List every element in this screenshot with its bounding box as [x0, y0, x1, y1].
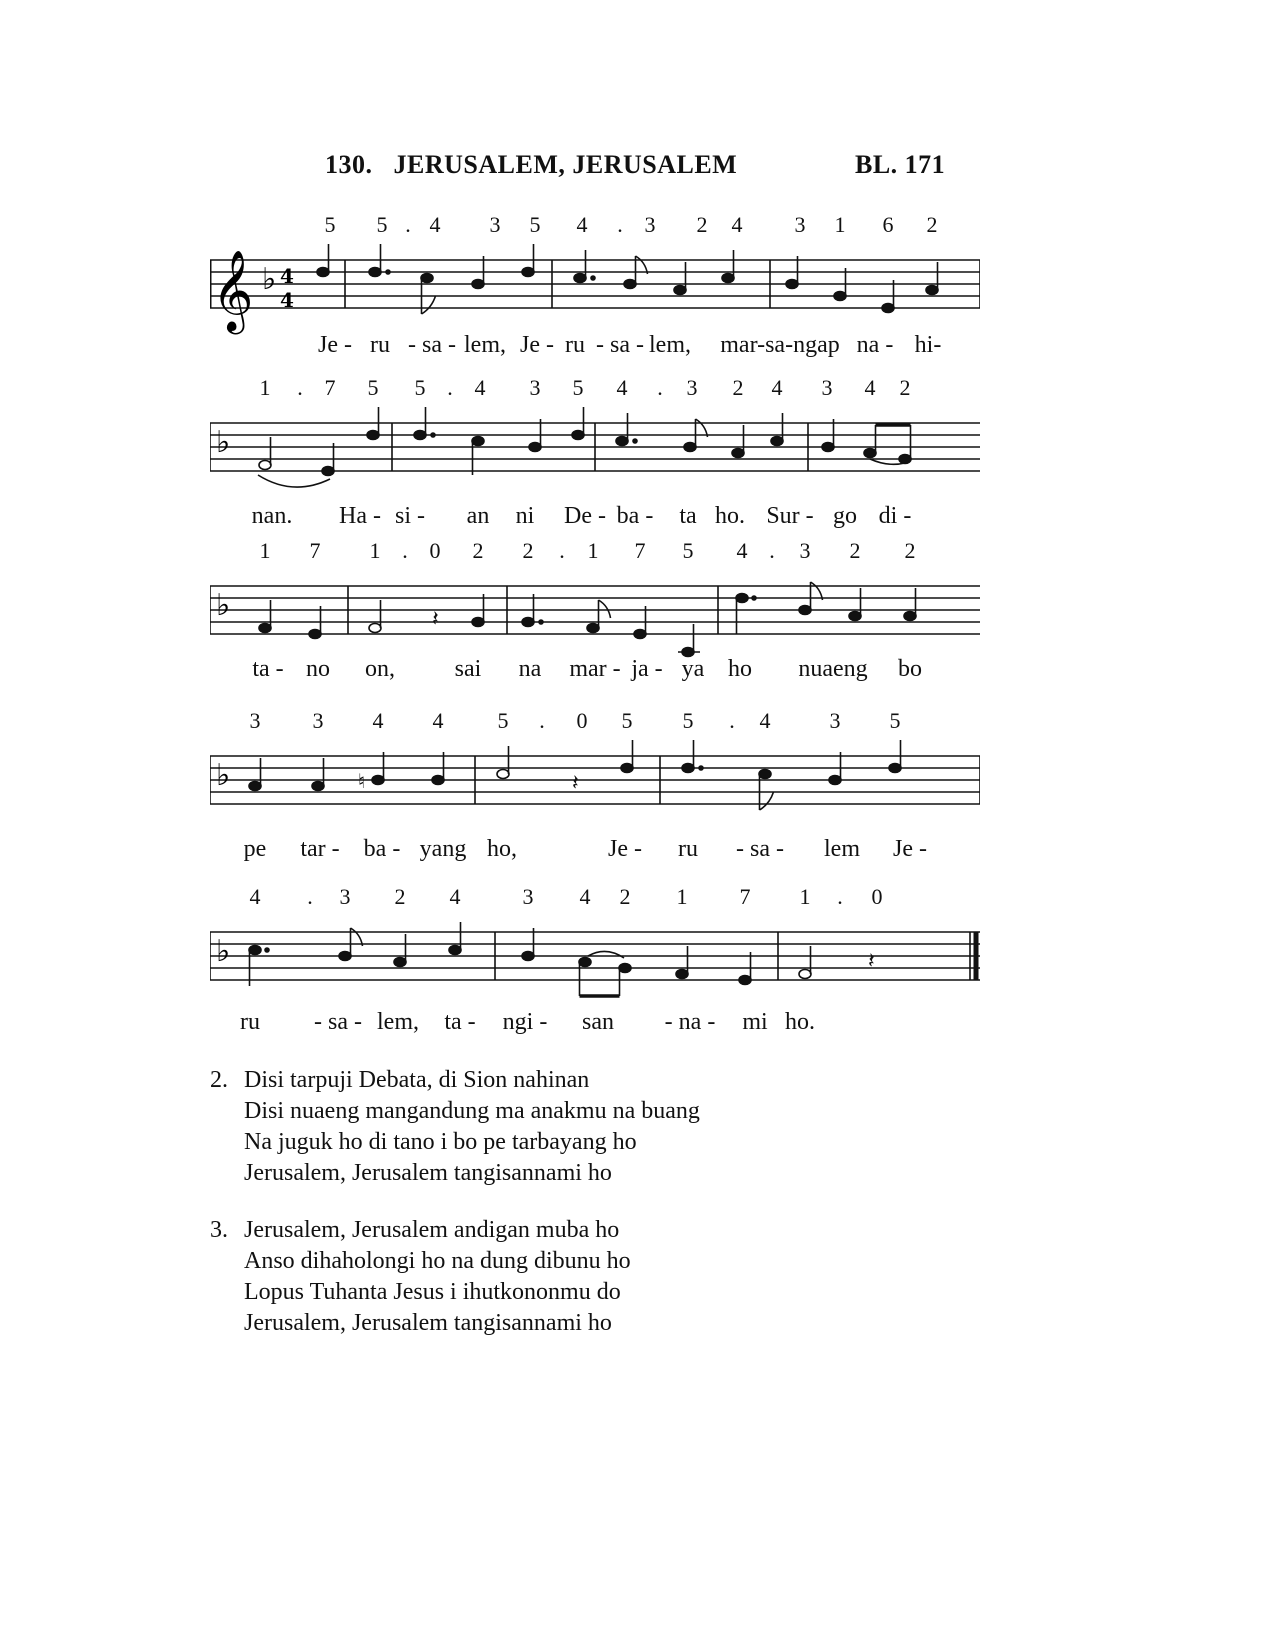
- lyric-syllable: - sa -: [314, 1009, 362, 1035]
- cipher-note: 5: [376, 212, 388, 237]
- lyric-syllable: di -: [878, 503, 912, 529]
- cipher-note: 7: [324, 375, 336, 400]
- cipher-note: 3: [339, 884, 351, 909]
- verse-line: Jerusalem, Jerusalem andigan muba ho: [244, 1217, 620, 1243]
- lyric-syllable: - sa -: [596, 332, 644, 358]
- lyric-syllable: ja -: [631, 656, 663, 682]
- verse-line: Jerusalem, Jerusalem tangisannami ho: [244, 1310, 612, 1336]
- cipher-note: 3: [799, 538, 811, 563]
- lyric-syllable: ta: [679, 503, 697, 529]
- cipher-note: 3: [794, 212, 806, 237]
- cipher-note: 5: [324, 212, 336, 237]
- treble-clef-icon: 𝄞: [212, 249, 254, 331]
- flat-sign: ♭: [216, 758, 231, 793]
- verse-line: Lopus Tuhanta Jesus i ihutkononmu do: [244, 1279, 621, 1305]
- verse-2: [210, 1065, 700, 1189]
- cipher-note: 4: [759, 708, 771, 733]
- staff: [210, 904, 980, 1014]
- cipher-note: 4: [474, 375, 486, 400]
- cipher-note: 7: [634, 538, 646, 563]
- cipher-note: 1: [834, 212, 846, 237]
- cipher-note: 2: [472, 538, 484, 563]
- cipher-note: 4: [736, 538, 748, 563]
- cipher-note: 3: [686, 375, 698, 400]
- lyric-syllable: nuaeng: [798, 656, 868, 682]
- staff: [210, 395, 980, 505]
- cipher-note: 3: [489, 212, 501, 237]
- cipher-note: 4: [372, 708, 384, 733]
- cipher-note: .: [837, 884, 843, 909]
- lyric-syllable: Je -: [608, 836, 642, 862]
- verse-line: Disi tarpuji Debata, di Sion nahinan: [244, 1067, 590, 1093]
- lyric-syllable: ru: [678, 836, 698, 862]
- cipher-note: 3: [312, 708, 324, 733]
- cipher-note: 3: [821, 375, 833, 400]
- cipher-note: 2: [904, 538, 916, 563]
- lyric-syllable: bo: [898, 656, 922, 682]
- lyric-syllable: ya: [681, 656, 705, 682]
- lyric-syllable: ni: [515, 503, 535, 529]
- lyric-syllable: Je -: [893, 836, 927, 862]
- cipher-note: 6: [882, 212, 894, 237]
- lyric-syllable: Je -: [318, 332, 352, 358]
- cipher-note: 3: [529, 375, 541, 400]
- svg-text:♮: ♮: [358, 769, 366, 793]
- lyric-syllable: ba -: [616, 503, 654, 529]
- cipher-note: .: [769, 538, 775, 563]
- lyric-syllable: lem,: [649, 332, 691, 358]
- cipher-note: .: [405, 212, 411, 237]
- cipher-note: 1: [676, 884, 688, 909]
- cipher-note: 4: [449, 884, 461, 909]
- cipher-note: 3: [644, 212, 656, 237]
- lyric-syllable: ho.: [715, 503, 745, 529]
- verse-line: Na juguk ho di tano i bo pe tarbayang ho: [244, 1129, 637, 1155]
- cipher-note: 4: [771, 375, 783, 400]
- cipher-note: 2: [732, 375, 744, 400]
- flat-sign: ♭: [216, 934, 231, 969]
- cipher-note: 3: [522, 884, 534, 909]
- cipher-note: 5: [889, 708, 901, 733]
- hymn-reference: BL. 171: [855, 150, 946, 179]
- lyric-syllable: ba -: [363, 836, 401, 862]
- cipher-note: .: [402, 538, 408, 563]
- cipher-note: 2: [926, 212, 938, 237]
- lyric-syllable: lem,: [377, 1009, 419, 1035]
- cipher-note: 4: [864, 375, 876, 400]
- cipher-note: 3: [829, 708, 841, 733]
- lyric-syllable: mar -: [569, 656, 621, 682]
- hymn-number: 130.: [325, 150, 373, 179]
- verse-3: [210, 1215, 631, 1339]
- svg-text:𝄽: 𝄽: [572, 771, 579, 796]
- cipher-note: 1: [799, 884, 811, 909]
- cipher-note: .: [307, 884, 313, 909]
- lyric-syllable: Ha -: [339, 503, 381, 529]
- cipher-note: 5: [572, 375, 584, 400]
- cipher-note: .: [617, 212, 623, 237]
- cipher-note: 0: [576, 708, 588, 733]
- cipher-note: 5: [367, 375, 379, 400]
- cipher-note: 2: [394, 884, 406, 909]
- lyric-syllable: yang: [419, 836, 467, 862]
- lyric-syllable: no: [306, 656, 330, 682]
- lyric-syllable: - sa -: [736, 836, 784, 862]
- lyric-syllable: ru: [565, 332, 585, 358]
- cipher-note: .: [447, 375, 453, 400]
- lyric-syllable: De -: [564, 503, 606, 529]
- cipher-note: .: [657, 375, 663, 400]
- cipher-note: 1: [259, 538, 271, 563]
- cipher-note: 4: [579, 884, 591, 909]
- svg-text:𝄽: 𝄽: [868, 949, 875, 974]
- svg-text:𝄽: 𝄽: [432, 607, 439, 632]
- lyric-syllable: ho.: [785, 1009, 815, 1035]
- verse-line: Anso dihaholongi ho na dung dibunu ho: [244, 1248, 631, 1274]
- cipher-note: 5: [414, 375, 426, 400]
- lyric-syllable: pe: [243, 836, 267, 862]
- lyric-syllable: na -: [856, 332, 894, 358]
- staff: [210, 232, 980, 342]
- staff: [210, 558, 980, 668]
- lyric-syllable: ngi -: [502, 1009, 548, 1035]
- lyrics-line: [210, 1009, 980, 1039]
- lyrics-line: [210, 503, 980, 533]
- lyric-syllable: on,: [365, 656, 395, 682]
- cipher-note: 5: [529, 212, 541, 237]
- cipher-note: 0: [429, 538, 441, 563]
- lyrics-line: [210, 332, 980, 362]
- cipher-note: 4: [432, 708, 444, 733]
- lyric-syllable: Sur -: [766, 503, 814, 529]
- lyric-syllable: - na -: [664, 1009, 716, 1035]
- cipher-note: 2: [522, 538, 534, 563]
- lyric-syllable: mar-sa-ngap: [720, 332, 840, 358]
- cipher-note: 2: [899, 375, 911, 400]
- lyrics-line: [210, 656, 980, 686]
- lyric-syllable: mi: [742, 1009, 768, 1035]
- cipher-note: .: [559, 538, 565, 563]
- cipher-note: 5: [621, 708, 633, 733]
- cipher-note: 2: [849, 538, 861, 563]
- flat-sign: ♭: [216, 588, 231, 623]
- lyric-syllable: na: [518, 656, 542, 682]
- verse-line: Jerusalem, Jerusalem tangisannami ho: [244, 1160, 612, 1186]
- lyric-syllable: lem: [824, 836, 860, 862]
- cipher-note: 4: [731, 212, 743, 237]
- hymn-title: [325, 150, 946, 180]
- cipher-note: 5: [497, 708, 509, 733]
- lyric-syllable: sai: [454, 656, 482, 682]
- lyric-syllable: lem,: [464, 332, 506, 358]
- lyric-syllable: go: [833, 503, 857, 529]
- lyric-syllable: an: [466, 503, 490, 529]
- verse-number: 2.: [210, 1067, 228, 1093]
- hymn-name: JERUSALEM, JERUSALEM: [393, 150, 738, 179]
- cipher-note: 7: [309, 538, 321, 563]
- cipher-note: 7: [739, 884, 751, 909]
- lyric-syllable: ho: [728, 656, 752, 682]
- flat-sign: ♭: [262, 262, 277, 297]
- lyrics-line: [210, 836, 980, 866]
- cipher-note: 1: [587, 538, 599, 563]
- lyric-syllable: nan.: [251, 503, 293, 529]
- time-signature: 4: [280, 288, 294, 312]
- cipher-note: 2: [619, 884, 631, 909]
- lyric-syllable: - sa -: [408, 332, 456, 358]
- lyric-syllable: si -: [395, 503, 425, 529]
- cipher-note: 5: [682, 538, 694, 563]
- cipher-note: 4: [249, 884, 261, 909]
- flat-sign: ♭: [216, 425, 231, 460]
- verse-line: Disi nuaeng mangandung ma anakmu na buang: [244, 1098, 700, 1124]
- lyric-syllable: Je -: [520, 332, 554, 358]
- lyric-syllable: ta -: [444, 1009, 476, 1035]
- cipher-note: 4: [429, 212, 441, 237]
- time-signature: 4: [280, 264, 294, 288]
- cipher-note: 5: [682, 708, 694, 733]
- cipher-note: 4: [616, 375, 628, 400]
- cipher-note: 2: [696, 212, 708, 237]
- lyric-syllable: hi-: [914, 332, 942, 358]
- lyric-syllable: ta -: [252, 656, 284, 682]
- verse-number: 3.: [210, 1217, 228, 1243]
- staff: [210, 728, 980, 838]
- cipher-note: .: [539, 708, 545, 733]
- lyric-syllable: ru: [370, 332, 390, 358]
- cipher-note: 3: [249, 708, 261, 733]
- lyric-syllable: ho,: [487, 836, 517, 862]
- cipher-note: 1: [259, 375, 271, 400]
- cipher-note: .: [297, 375, 303, 400]
- lyric-syllable: ru: [240, 1009, 260, 1035]
- lyric-syllable: san: [582, 1009, 614, 1035]
- cipher-note: .: [729, 708, 735, 733]
- lyric-syllable: tar -: [300, 836, 340, 862]
- cipher-note: 0: [871, 884, 883, 909]
- cipher-note: 1: [369, 538, 381, 563]
- cipher-note: 4: [576, 212, 588, 237]
